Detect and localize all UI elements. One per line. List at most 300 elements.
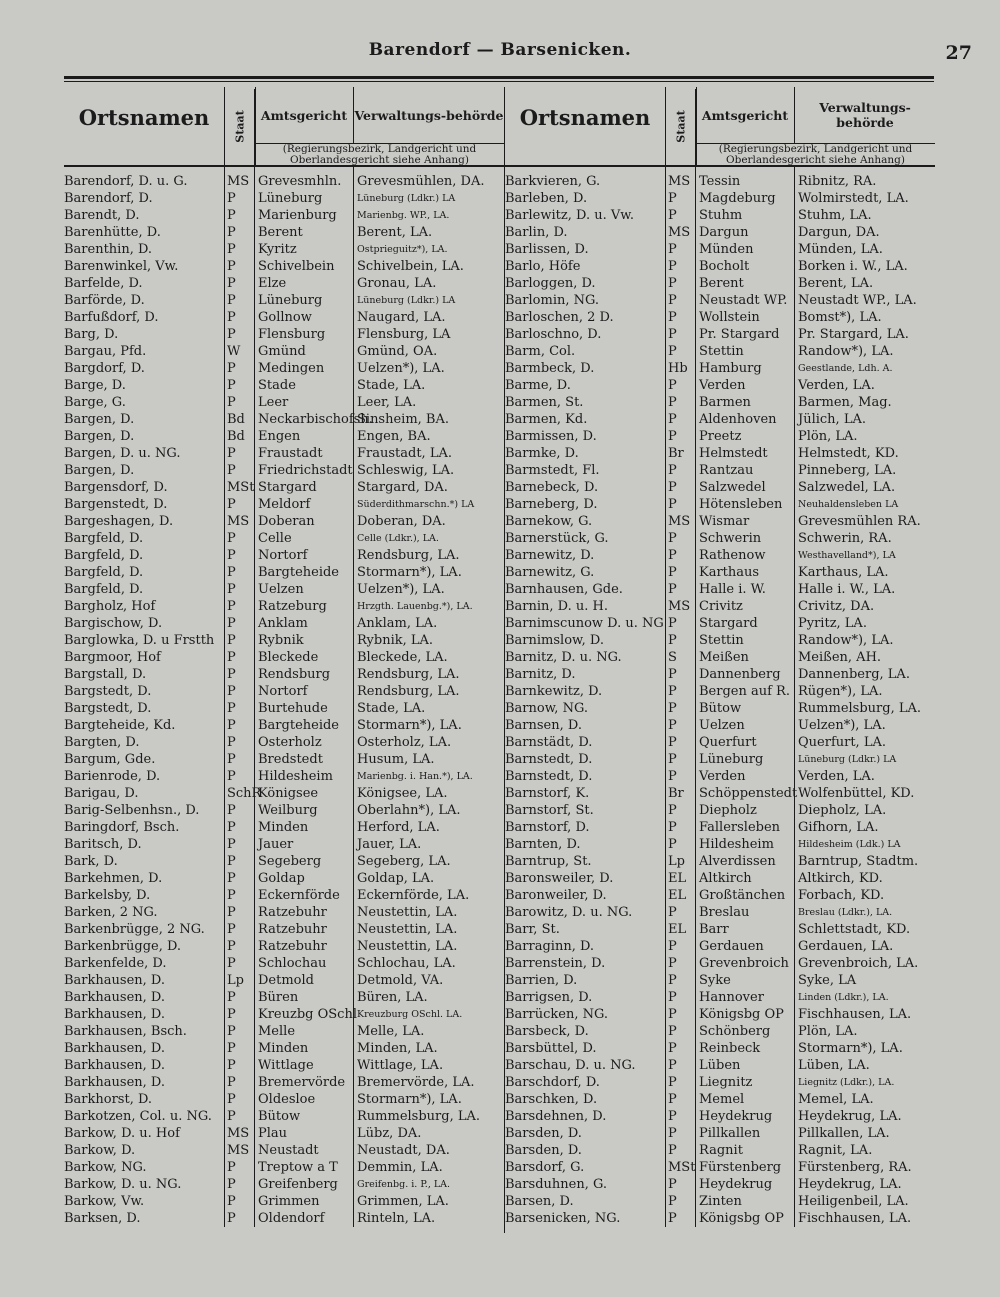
table-row: [505, 887, 935, 904]
verwaltung-cell: Meißen, AH.: [798, 650, 882, 665]
amtsgericht-cell: Hötensleben: [699, 497, 783, 512]
verwaltung-cell: Pinneberg, LA.: [798, 463, 897, 478]
table-row: [505, 513, 935, 530]
staat-cell: P: [668, 1126, 677, 1141]
table-row: [505, 955, 935, 972]
ortsname-cell: Barigau, D.: [64, 786, 139, 801]
staat-cell: P: [668, 191, 677, 206]
header-rule: [64, 76, 934, 79]
table-row: [505, 989, 935, 1006]
amtsgericht-cell: Hamburg: [699, 361, 762, 376]
verwaltung-cell: Uelzen*), LA.: [798, 718, 886, 733]
verwaltung-cell: Dargun, DA.: [798, 225, 880, 240]
ortsname-cell: Bargum, Gde.: [64, 752, 156, 767]
staat-cell: W: [227, 344, 241, 359]
staat-cell: P: [227, 1075, 236, 1090]
table-row: [505, 581, 935, 598]
ortsname-cell: Bargstedt, D.: [64, 684, 152, 699]
table-row: [505, 462, 935, 479]
amtsgericht-cell: Pillkallen: [699, 1126, 761, 1141]
verwaltung-cell: Linden (Ldkr.), LA.: [798, 992, 889, 1003]
table-row: [505, 326, 935, 343]
amtsgericht-cell: Segeberg: [258, 854, 322, 869]
ortsname-cell: Baritsch, D.: [64, 837, 142, 852]
staat-cell: P: [227, 582, 236, 597]
ortsname-cell: Barmen, Kd.: [505, 412, 588, 427]
ortsname-cell: Barmissen, D.: [505, 429, 597, 444]
table-row: [64, 887, 504, 904]
verwaltung-cell: Königsee, LA.: [357, 786, 448, 801]
amtsgericht-cell: Münden: [699, 242, 754, 257]
verwaltung-cell: Wittlage, LA.: [357, 1058, 444, 1073]
table-row: [64, 462, 504, 479]
table-row: [505, 1125, 935, 1142]
amtsgericht-cell: Dannenberg: [699, 667, 781, 682]
amtsgericht-cell: Bremervörde: [258, 1075, 346, 1090]
verwaltung-cell: Plön, LA.: [798, 1024, 858, 1039]
staat-cell: P: [668, 1211, 677, 1226]
verwaltung-cell: Grevesmühlen RA.: [798, 514, 921, 529]
ortsname-cell: Barmen, St.: [505, 395, 584, 410]
verwaltung-cell: Fischhausen, LA.: [798, 1211, 912, 1226]
table-row: [505, 530, 935, 547]
amtsgericht-cell: Burtehude: [258, 701, 328, 716]
table-row: [505, 683, 935, 700]
ortsname-cell: Bargstall, D.: [64, 667, 147, 682]
amtsgericht-cell: Königsbg OP: [699, 1007, 784, 1022]
table-row: [505, 292, 935, 309]
amtsgericht-cell: Reinbeck: [699, 1041, 761, 1056]
ortsname-cell: Barkhausen, D.: [64, 1075, 165, 1090]
amtsgericht-cell: Engen: [258, 429, 301, 444]
amtsgericht-cell: Neustadt: [258, 1143, 319, 1158]
ortsname-cell: Bargholz, Hof: [64, 599, 156, 614]
table-row: [64, 241, 504, 258]
table-row: [64, 394, 504, 411]
ortsname-cell: Barrenstein, D.: [505, 956, 606, 971]
table-row: [64, 1040, 504, 1057]
amtsgericht-cell: Altkirch: [699, 871, 752, 886]
verwaltung-cell: Uelzen*), LA.: [357, 582, 445, 597]
staat-cell: P: [227, 242, 236, 257]
table-row: [505, 1023, 935, 1040]
table-row: [64, 734, 504, 751]
ortsname-cell: Barge, G.: [64, 395, 126, 410]
staat-cell: P: [227, 565, 236, 580]
table-row: [64, 717, 504, 734]
staat-cell: MS: [227, 1126, 250, 1141]
staat-cell: P: [227, 1007, 236, 1022]
staat-cell: P: [668, 463, 677, 478]
left-rows: [64, 173, 504, 1227]
amtsgericht-cell: Plau: [258, 1126, 288, 1141]
ortsname-cell: Barfelde, D.: [64, 276, 143, 291]
table-row: [505, 1108, 935, 1125]
table-row: [64, 1142, 504, 1159]
amtsgericht-cell: Hildesheim: [258, 769, 333, 784]
staat-cell: P: [668, 718, 677, 733]
amtsgericht-cell: Heydekrug: [699, 1109, 773, 1124]
staat-cell: P: [227, 990, 236, 1005]
amtsgericht-cell: Querfurt: [699, 735, 757, 750]
staat-cell: P: [668, 480, 677, 495]
staat-cell: P: [668, 1007, 677, 1022]
staat-cell: P: [227, 310, 236, 325]
staat-cell: P: [668, 1024, 677, 1039]
staat-cell: P: [668, 412, 677, 427]
staat-cell: P: [668, 973, 677, 988]
amtsgericht-cell: Rybnik: [258, 633, 304, 648]
table-row: [505, 360, 935, 377]
ortsname-cell: Barsduhnen, G.: [505, 1177, 608, 1192]
amtsgericht-cell: Berent: [699, 276, 744, 291]
verwaltung-cell: Rendsburg, LA.: [357, 684, 460, 699]
amtsgericht-cell: Anklam: [258, 616, 308, 631]
amtsgericht-cell: Medingen: [258, 361, 325, 376]
amtsgericht-cell: Gerdauen: [699, 939, 764, 954]
table-row: [64, 751, 504, 768]
amtsgericht-cell: Neckarbischofsh.: [258, 412, 373, 427]
amtsgericht-cell: Stettin: [699, 344, 744, 359]
staat-cell: P: [227, 701, 236, 716]
verwaltung-cell: Diepholz, LA.: [798, 803, 887, 818]
staat-cell: P: [227, 1160, 236, 1175]
ortsname-cell: Barnebeck, D.: [505, 480, 599, 495]
table-row: [64, 1023, 504, 1040]
table-row: [64, 955, 504, 972]
verwaltung-cell: Schwerin, RA.: [798, 531, 892, 546]
verwaltung-cell: Bleckede, LA.: [357, 650, 448, 665]
amtsgericht-cell: Minden: [258, 1041, 309, 1056]
ortsname-cell: Barrücken, NG.: [505, 1007, 609, 1022]
amtsgericht-cell: Grevesmhln.: [258, 174, 342, 189]
ortsname-cell: Barkvieren, G.: [505, 174, 601, 189]
table-row: [64, 853, 504, 870]
staat-cell: P: [227, 446, 236, 461]
table-row: [505, 564, 935, 581]
amtsgericht-cell: Rantzau: [699, 463, 754, 478]
amtsgericht-cell: Stettin: [699, 633, 744, 648]
staat-cell: P: [227, 276, 236, 291]
ortsname-cell: Barmstedt, Fl.: [505, 463, 600, 478]
ortsname-cell: Barowitz, D. u. NG.: [505, 905, 633, 920]
amtsgericht-cell: Bergen auf R.: [699, 684, 790, 699]
ortsname-cell: Barmbeck, D.: [505, 361, 595, 376]
staat-cell: P: [668, 344, 677, 359]
verwaltung-cell: Verden, LA.: [798, 378, 875, 393]
staat-cell: P: [227, 820, 236, 835]
verwaltung-cell: Sinsheim, BA.: [357, 412, 449, 427]
table-row: [505, 258, 935, 275]
amtsgericht-cell: Rathenow: [699, 548, 766, 563]
staat-cell: P: [227, 650, 236, 665]
table-row: [505, 496, 935, 513]
ortsname-cell: Barsden, D.: [505, 1126, 582, 1141]
verwaltung-cell: Grimmen, LA.: [357, 1194, 449, 1209]
table-row: [64, 972, 504, 989]
verwaltung-cell: Grevenbroich, LA.: [798, 956, 919, 971]
ortsname-cell: Bargfeld, D.: [64, 548, 144, 563]
staat-cell: P: [227, 191, 236, 206]
table-row: [505, 190, 935, 207]
verwaltung-cell: Herford, LA.: [357, 820, 440, 835]
amtsgericht-cell: Barr: [699, 922, 729, 937]
verwaltung-cell: Breslau (Ldkr.), LA.: [798, 907, 893, 918]
staat-cell: P: [668, 820, 677, 835]
staat-cell: P: [227, 361, 236, 376]
ortsname-cell: Barkenbrügge, D.: [64, 939, 182, 954]
ortsname-cell: Barschken, D.: [505, 1092, 598, 1107]
ortsname-cell: Barnstorf, D.: [505, 820, 590, 835]
amtsgericht-cell: Stargard: [699, 616, 758, 631]
staat-cell: P: [227, 837, 236, 852]
amtsgericht-cell: Oldendorf: [258, 1211, 325, 1226]
ortsname-cell: Barsdorf, G.: [505, 1160, 585, 1175]
amtsgericht-cell: Fürstenberg: [699, 1160, 782, 1175]
staat-cell: P: [227, 956, 236, 971]
ortsname-cell: Barnten, D.: [505, 837, 581, 852]
amtsgericht-cell: Zinten: [699, 1194, 742, 1209]
staat-cell: P: [668, 769, 677, 784]
verwaltung-cell: Neustettin, LA.: [357, 922, 458, 937]
table-row: [64, 819, 504, 836]
ortsname-cell: Barendorf, D.: [64, 191, 153, 206]
staat-cell: P: [227, 905, 236, 920]
table-row: [505, 1074, 935, 1091]
verwaltung-cell: Ragnit, LA.: [798, 1143, 873, 1158]
ortsname-cell: Barnsen, D.: [505, 718, 582, 733]
amtsgericht-cell: Bocholt: [699, 259, 750, 274]
ortsname-cell: Bargen, D.: [64, 412, 135, 427]
ortsname-cell: Barschdorf, D.: [505, 1075, 600, 1090]
ortsname-cell: Barnin, D. u. H.: [505, 599, 609, 614]
amtsgericht-cell: Bargteheide: [258, 718, 339, 733]
ortsname-cell: Barm, Col.: [505, 344, 576, 359]
verwaltung-cell: Jauer, LA.: [357, 837, 422, 852]
table-row: [505, 1040, 935, 1057]
table-row: [64, 224, 504, 241]
verwaltung-cell: Schleswig, LA.: [357, 463, 455, 478]
staat-cell: P: [227, 531, 236, 546]
page-title: Barendorf — Barsenicken.: [368, 40, 632, 60]
staat-cell: P: [227, 378, 236, 393]
table-row: [64, 190, 504, 207]
ortsname-cell: Barkenbrügge, 2 NG.: [64, 922, 205, 937]
table-row: [64, 700, 504, 717]
staat-cell: P: [668, 582, 677, 597]
verwaltung-cell: Liegnitz (Ldkr.), LA.: [798, 1077, 895, 1088]
amtsgericht-cell: Neustadt WP.: [699, 293, 788, 308]
ortsname-cell: Barnewitz, G.: [505, 565, 595, 580]
verwaltung-cell: Heydekrug, LA.: [798, 1109, 902, 1124]
amtsgericht-cell: Schlochau: [258, 956, 327, 971]
table-row: [64, 564, 504, 581]
amtsgericht-cell: Treptow a T: [258, 1160, 338, 1175]
verwaltung-cell: Rügen*), LA.: [798, 684, 883, 699]
amtsgericht-cell: Schivelbein: [258, 259, 335, 274]
header-amtsgericht: Amtsgericht: [255, 87, 354, 143]
amtsgericht-cell: Crivitz: [699, 599, 743, 614]
amtsgericht-cell: Alverdissen: [699, 854, 776, 869]
verwaltung-cell: Berent, LA.: [357, 225, 433, 240]
ortsname-cell: Barschau, D. u. NG.: [505, 1058, 636, 1073]
staat-cell: P: [227, 1041, 236, 1056]
verwaltung-cell: Stade, LA.: [357, 378, 426, 393]
ortsname-cell: Barsen, D.: [505, 1194, 574, 1209]
table-row: [64, 768, 504, 785]
staat-cell: MS: [668, 514, 691, 529]
ortsname-cell: Barsbüttel, D.: [505, 1041, 597, 1056]
staat-cell: P: [227, 718, 236, 733]
amtsgericht-cell: Schwerin: [699, 531, 762, 546]
verwaltung-cell: Fürstenberg, RA.: [798, 1160, 912, 1175]
amtsgericht-cell: Meldorf: [258, 497, 311, 512]
table-row: [505, 700, 935, 717]
amtsgericht-cell: Rendsburg: [258, 667, 331, 682]
table-row: [505, 207, 935, 224]
verwaltung-cell: Marienbg. WP., LA.: [357, 210, 450, 221]
staat-cell: P: [668, 531, 677, 546]
ortsname-cell: Bargten, D.: [64, 735, 140, 750]
header-rule-thin: [64, 81, 934, 82]
amtsgericht-cell: Barmen: [699, 395, 751, 410]
amtsgericht-cell: Bredstedt: [258, 752, 323, 767]
amtsgericht-cell: Uelzen: [258, 582, 304, 597]
staat-cell: P: [668, 395, 677, 410]
ortsname-cell: Bargteheide, Kd.: [64, 718, 176, 733]
amtsgericht-cell: Stargard: [258, 480, 317, 495]
staat-cell: P: [227, 1194, 236, 1209]
table-row: [64, 1074, 504, 1091]
staat-cell: P: [227, 293, 236, 308]
right-rows: [505, 173, 935, 1227]
ortsname-cell: Barsenicken, NG.: [505, 1211, 621, 1226]
staat-cell: Lp: [668, 854, 685, 869]
verwaltung-cell: Lüben, LA.: [798, 1058, 870, 1073]
header-staat: Staat: [224, 87, 256, 165]
table-row: [505, 411, 935, 428]
verwaltung-cell: Lüneburg (Ldkr.) LA: [357, 193, 456, 204]
table-row: [64, 1193, 504, 1210]
amtsgericht-cell: Gollnow: [258, 310, 312, 325]
verwaltung-cell: Salzwedel, LA.: [798, 480, 896, 495]
staat-cell: P: [227, 939, 236, 954]
verwaltung-cell: Stuhm, LA.: [798, 208, 872, 223]
amtsgericht-cell: Doberan: [258, 514, 315, 529]
verwaltung-cell: Uelzen*), LA.: [357, 361, 445, 376]
table-row: [64, 1057, 504, 1074]
left-table-header: [64, 87, 504, 167]
verwaltung-cell: Husum, LA.: [357, 752, 435, 767]
ortsname-cell: Barkhausen, D.: [64, 1041, 165, 1056]
amtsgericht-cell: Königsbg OP: [699, 1211, 784, 1226]
ortsname-cell: Barkotzen, Col. u. NG.: [64, 1109, 212, 1124]
verwaltung-cell: Neustettin, LA.: [357, 939, 458, 954]
amtsgericht-cell: Schöppenstedt: [699, 786, 798, 801]
verwaltung-cell: Forbach, KD.: [798, 888, 885, 903]
table-row: [505, 445, 935, 462]
staat-cell: P: [227, 769, 236, 784]
staat-cell: P: [227, 208, 236, 223]
ortsname-cell: Barkow, Vw.: [64, 1194, 145, 1209]
amtsgericht-cell: Hannover: [699, 990, 764, 1005]
amtsgericht-cell: Fraustadt: [258, 446, 323, 461]
staat-cell: P: [668, 803, 677, 818]
verwaltung-cell: Greifenbg. i. P., LA.: [357, 1179, 451, 1190]
ortsname-cell: Barg, D.: [64, 327, 119, 342]
verwaltung-cell: Berent, LA.: [798, 276, 874, 291]
verwaltung-cell: Leer, LA.: [357, 395, 417, 410]
ortsname-cell: Barnkewitz, D.: [505, 684, 603, 699]
amtsgericht-cell: Grevenbroich: [699, 956, 789, 971]
staat-cell: P: [668, 208, 677, 223]
amtsgericht-cell: Melle: [258, 1024, 296, 1039]
table-row: [505, 1091, 935, 1108]
ortsname-cell: Barkhausen, D.: [64, 973, 165, 988]
table-row: [64, 547, 504, 564]
ortsname-cell: Bargau, Pfd.: [64, 344, 147, 359]
amtsgericht-cell: Büren: [258, 990, 299, 1005]
amtsgericht-cell: Celle: [258, 531, 292, 546]
staat-cell: P: [668, 837, 677, 852]
table-row: [505, 394, 935, 411]
staat-cell: P: [668, 378, 677, 393]
amtsgericht-cell: Diepholz: [699, 803, 757, 818]
table-row: [64, 632, 504, 649]
table-row: [505, 819, 935, 836]
ortsname-cell: Barnekow, G.: [505, 514, 593, 529]
amtsgericht-cell: Bütow: [699, 701, 742, 716]
staat-cell: P: [668, 242, 677, 257]
amtsgericht-cell: Jauer: [258, 837, 294, 852]
ortsname-cell: Barsbeck, D.: [505, 1024, 589, 1039]
amtsgericht-cell: Dargun: [699, 225, 749, 240]
verwaltung-cell: Neustadt, DA.: [357, 1143, 450, 1158]
amtsgericht-cell: Stade: [258, 378, 296, 393]
amtsgericht-cell: Wollstein: [699, 310, 760, 325]
amtsgericht-cell: Karthaus: [699, 565, 760, 580]
verwaltung-cell: Büren, LA.: [357, 990, 428, 1005]
ortsname-cell: Barenhütte, D.: [64, 225, 161, 240]
amtsgericht-cell: Breslau: [699, 905, 750, 920]
table-row: [505, 241, 935, 258]
running-head: [0, 40, 1000, 72]
amtsgericht-cell: Oldesloe: [258, 1092, 316, 1107]
amtsgericht-cell: Uelzen: [699, 718, 745, 733]
staat-cell: EL: [668, 871, 687, 886]
staat-cell: P: [668, 548, 677, 563]
staat-cell: MSt: [668, 1160, 696, 1175]
verwaltung-cell: Segeberg, LA.: [357, 854, 451, 869]
table-row: [505, 224, 935, 241]
staat-cell: Bd: [227, 429, 245, 444]
ortsname-cell: Barkhausen, D.: [64, 1007, 165, 1022]
table-row: [505, 275, 935, 292]
table-row: [505, 1176, 935, 1193]
staat-cell: P: [227, 616, 236, 631]
verwaltung-cell: Randow*), LA.: [798, 633, 894, 648]
amtsgericht-cell: Meißen: [699, 650, 749, 665]
page-number: 27: [945, 42, 972, 64]
ortsname-cell: Barendorf, D. u. G.: [64, 174, 188, 189]
verwaltung-cell: Engen, BA.: [357, 429, 431, 444]
table-row: [64, 326, 504, 343]
table-row: [505, 1006, 935, 1023]
table-row: [64, 683, 504, 700]
amtsgericht-cell: Hildesheim: [699, 837, 774, 852]
staat-cell: P: [668, 990, 677, 1005]
header-amtsgericht: Amtsgericht: [696, 87, 795, 143]
